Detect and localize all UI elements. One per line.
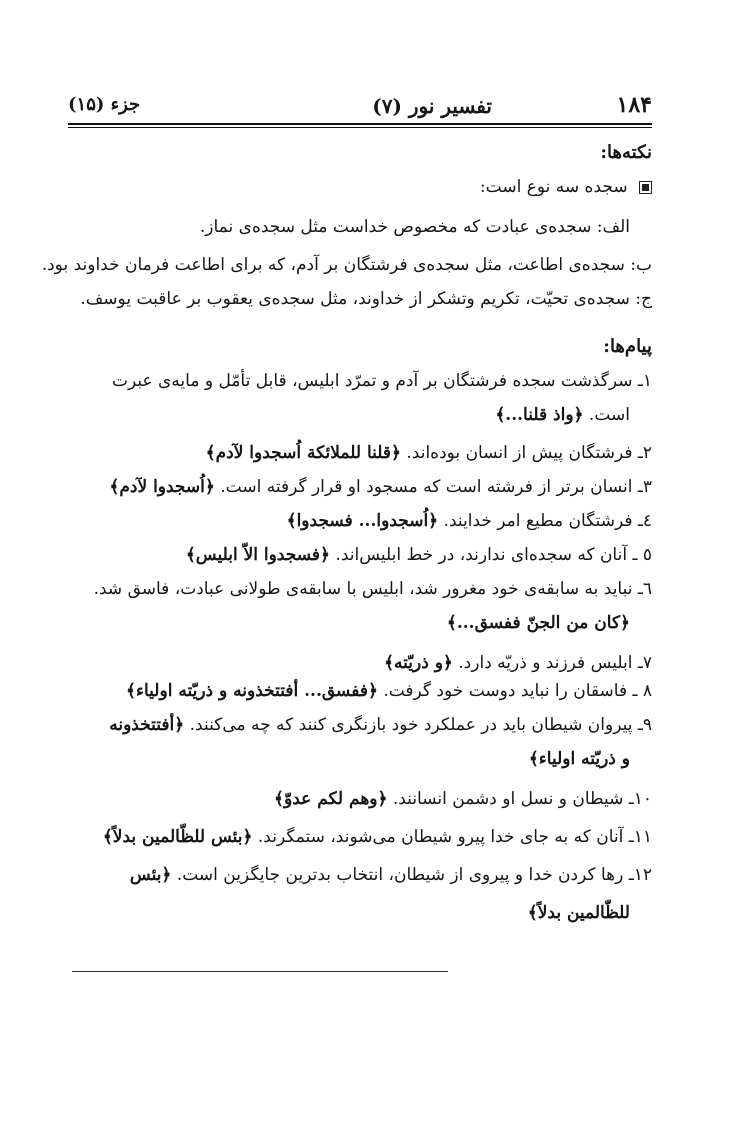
payam-item (70, 572, 652, 606)
footnote-rule (72, 971, 448, 972)
header-rule (68, 123, 652, 125)
payam-item (70, 504, 652, 538)
payam-item-verse: للظّالمین بدلاً﴾ (527, 903, 630, 923)
nokte-item (70, 282, 652, 316)
page-body (41, 136, 652, 930)
bullet-text: سجده سه نوع است: (479, 177, 628, 197)
payam-item-text: ٥ ـ آنان که سجده‌ای ندارند، در خط ابلیس‌اند. (335, 545, 652, 565)
bullet-line (70, 170, 652, 204)
payam-item-verse: ﴿وهم لکم عدوّ﴾ (274, 789, 388, 809)
payam-item-verse: ﴿بئس (129, 865, 172, 885)
payam-item-verse: ﴿فسجدوا الاّ ابلیس﴾ (185, 545, 331, 565)
payam-item (70, 858, 652, 892)
payam-item (70, 820, 652, 854)
book-title: تفسیر نور (۷) (372, 94, 492, 118)
payam-item-continued (70, 896, 652, 930)
payam-item (70, 708, 652, 742)
payam-item-text: ۳ـ انسان برتر از فرشته است که مسجود او قرار گرفته است. (220, 477, 652, 497)
payam-item-verse: ﴿ففسق... أفتتخذونه و ذریّته اولیاء﴾ (126, 681, 378, 701)
payam-heading: پیام‌ها: (603, 336, 652, 357)
payam-item-text: ١٢ـ رها کردن خدا و پیروی از شیطان، انتخاب بدترین جایگزین است. (176, 865, 652, 885)
payam-item-verse: ﴿و ذریّته﴾ (384, 653, 453, 673)
nokte-heading-line (70, 136, 652, 170)
payam-heading-line (70, 330, 652, 364)
payam-item (70, 782, 652, 816)
payam-item-text: ٤ـ فرشتگان مطیع امر خدایند. (443, 511, 652, 531)
page-number: ۱۸۴ (616, 92, 652, 118)
payam-item-verse: ﴿واذ قلنا...﴾ (495, 405, 584, 425)
payam-item-verse: ﴿قلنا للملائکة اُسجدوا لآدم﴾ (205, 443, 401, 463)
payam-item-text: ۱ـ سرگذشت سجده فرشتگان بر آدم و تمرّد ابلیس، قابل تأمّل و مایه‌ی عبرت (111, 371, 652, 391)
payam-item-verse: ﴿بئس للظّالمین بدلاً﴾ (102, 827, 253, 847)
nokte-item (41, 248, 652, 282)
payam-item (70, 436, 652, 470)
payam-item-text: ٦ـ نباید به سابقه‌ی خود مغرور شد، ابلیس با سابقه‌ی طولانی عبادت، فاسق شد. (93, 579, 652, 599)
payam-item-continued (70, 742, 652, 776)
nokte-heading: نکته‌ها: (600, 142, 652, 163)
payam-item-cont: است. (588, 405, 630, 425)
nokte-item-text: ج: سجده‌ی تحیّت، تکریم وتشکر از خداوند، مثل سجده‌ی یعقوب بر عاقبت یوسف. (80, 289, 652, 309)
payam-item-text: ۲ـ فرشتگان پیش از انسان بوده‌اند. (406, 443, 652, 463)
payam-item-verse: ﴿اُسجدوا... فسجدوا﴾ (286, 511, 439, 531)
payam-item (70, 364, 652, 398)
page-header (68, 92, 652, 120)
payam-item-verse: و ذریّته اولیاء﴾ (528, 749, 630, 769)
payam-item-text: ٩ـ پیروان شیطان باید در عملکرد خود بازنگری کنند که چه می‌کنند. (189, 715, 652, 735)
payam-item-verse: ﴿أفتتخذونه (109, 715, 185, 735)
nokte-item-text: الف: سجده‌ی عبادت که مخصوص خداست مثل سجده‌ی نماز. (199, 217, 630, 237)
part-label: جزء (۱۵) (68, 94, 141, 115)
header-rule-thin (68, 127, 652, 128)
nokte-item-text: ب: سجده‌ی اطاعت، مثل سجده‌ی فرشتگان بر آدم، که برای اطاعت فرمان خداوند بود. (41, 255, 652, 275)
payam-item (70, 470, 652, 504)
payam-item-continued (70, 398, 652, 432)
payam-item-text: ٨ ـ فاسقان را نباید دوست خود گرفت. (383, 681, 652, 701)
payam-item-continued (70, 606, 652, 640)
payam-item-text: ١١ـ آنان که به جای خدا پیرو شیطان می‌شوند، ستمگرند. (257, 827, 652, 847)
payam-item-verse: ﴿اُسجدوا لآدم﴾ (109, 477, 215, 497)
payam-item-text: ١٠ـ شیطان و نسل او دشمن انسانند. (392, 789, 652, 809)
nokte-item (70, 210, 652, 244)
square-bullet-icon (639, 181, 652, 194)
payam-item (70, 674, 652, 708)
payam-item (70, 538, 652, 572)
payam-item-text: ٧ـ ابلیس فرزند و ذریّه دارد. (458, 653, 652, 673)
payam-item-verse: ﴿کان من الجنّ ففسق...﴾ (446, 613, 630, 633)
